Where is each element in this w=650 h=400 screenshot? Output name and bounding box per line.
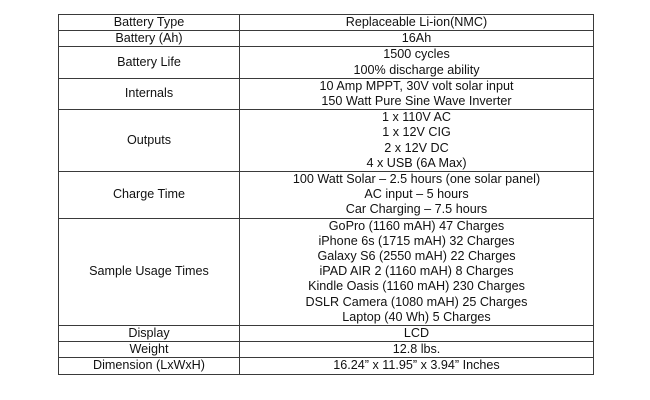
spec-value-line: 1500 cycles: [383, 47, 450, 62]
spec-value-line: Galaxy S6 (2550 mAH) 22 Charges: [317, 249, 516, 264]
spec-value-line: 4 x USB (6A Max): [366, 155, 467, 170]
spec-value: [240, 358, 594, 374]
spec-value-line: Laptop (40 Wh) 5 Charges: [342, 309, 491, 324]
spec-value-line: 1 x 110V AC: [381, 110, 452, 125]
spec-value-line: LCD: [403, 326, 430, 341]
spec-row: [59, 15, 594, 31]
spec-value-line: 100% discharge ability: [353, 62, 480, 77]
spec-value-line: GoPro (1160 mAH) 47 Charges: [328, 218, 505, 233]
spec-label: Battery Type: [59, 15, 240, 31]
spec-value-line: 150 Watt Pure Sine Wave Inverter: [321, 94, 512, 109]
spec-value-line: 16.24” x 11.95” x 3.94” Inches: [333, 358, 500, 373]
spec-label: Battery (Ah): [59, 31, 240, 47]
spec-label: Dimension (LxWxH): [59, 358, 240, 374]
spec-value: [240, 47, 594, 78]
spec-value-line: 16Ah: [401, 31, 432, 46]
spec-table-body: [59, 15, 594, 375]
spec-label: Charge Time: [59, 172, 240, 219]
spec-row: [59, 358, 594, 374]
spec-row: [59, 218, 594, 325]
spec-value-line: 1 x 12V CIG: [382, 125, 451, 140]
spec-label: Outputs: [59, 110, 240, 172]
spec-value-line: DSLR Camera (1080 mAH) 25 Charges: [305, 294, 528, 309]
spec-row: [59, 110, 594, 172]
spec-row: [59, 172, 594, 219]
spec-row: [59, 47, 594, 78]
spec-value-line: Car Charging – 7.5 hours: [345, 202, 488, 217]
spec-value: [240, 110, 594, 172]
spec-value: [240, 15, 594, 31]
spec-value-line: iPhone 6s (1715 mAH) 32 Charges: [318, 233, 515, 248]
spec-value: [240, 78, 594, 109]
spec-value-line: 100 Watt Solar – 2.5 hours (one solar panel): [292, 172, 541, 187]
spec-value-line: iPAD AIR 2 (1160 mAH) 8 Charges: [319, 264, 514, 279]
spec-value-line: 2 x 12V DC: [384, 140, 449, 155]
spec-value-line: Replaceable Li-ion(NMC): [345, 15, 488, 29]
spec-label: Display: [59, 326, 240, 342]
spec-value-line: Kindle Oasis (1160 mAH) 230 Charges: [308, 279, 525, 294]
spec-row: [59, 326, 594, 342]
spec-value-line: 10 Amp MPPT, 30V volt solar input: [319, 78, 514, 93]
spec-row: [59, 342, 594, 358]
spec-table: [58, 14, 594, 375]
spec-value-line: 12.8 lbs.: [392, 342, 441, 357]
spec-value: [240, 172, 594, 219]
spec-label: Internals: [59, 78, 240, 109]
spec-row: [59, 78, 594, 109]
spec-value: [240, 218, 594, 325]
spec-label: Sample Usage Times: [59, 218, 240, 325]
spec-value: [240, 326, 594, 342]
spec-value: [240, 31, 594, 47]
spec-value: [240, 342, 594, 358]
spec-row: [59, 31, 594, 47]
spec-label: Weight: [59, 342, 240, 358]
spec-value-line: AC input – 5 hours: [364, 187, 469, 202]
spec-label: Battery Life: [59, 47, 240, 78]
